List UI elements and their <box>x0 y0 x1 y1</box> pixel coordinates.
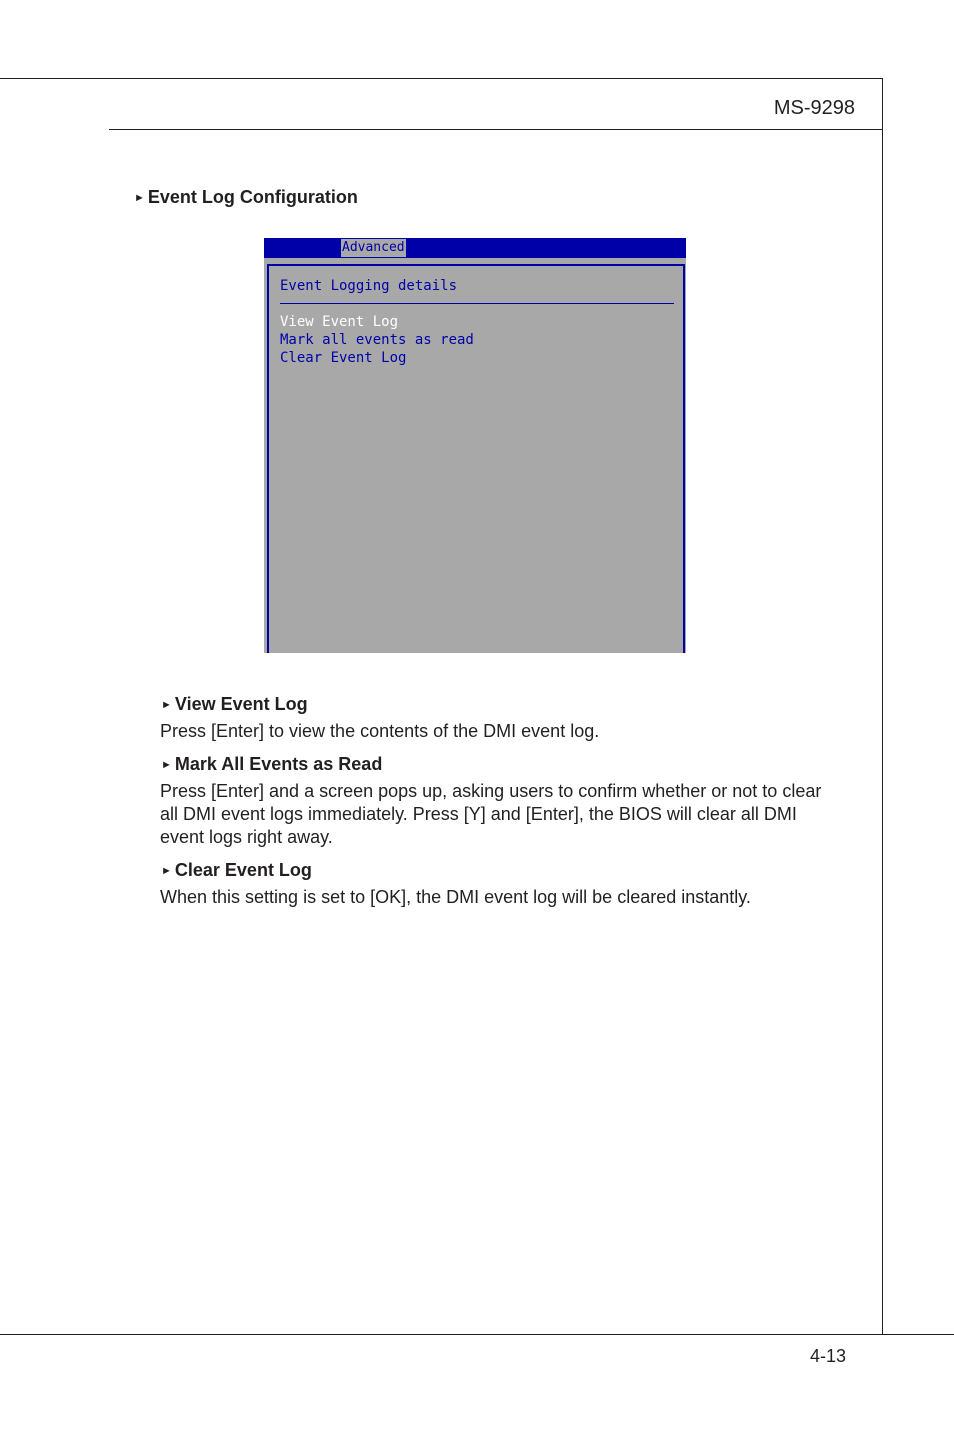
triangle-right-icon: ► <box>134 192 145 204</box>
header-rule <box>109 129 883 130</box>
model-number: MS-9298 <box>773 97 855 119</box>
item-title: Mark All Events as Read <box>174 754 383 774</box>
bios-item-mark-all-events[interactable]: Mark all events as read <box>280 332 474 348</box>
page-number: 4-13 <box>809 1346 846 1366</box>
page-top-rule <box>0 78 883 79</box>
item-description: When this setting is set to [OK], the DMI event log will be cleared instantly. <box>160 887 751 907</box>
item-description: Press [Enter] and a screen pops up, asking users to confirm whether or not to clear all DMI event logs immediately. Press [Y] and [Enter], the BIOS will clear all DMI event logs right away. <box>160 781 822 847</box>
bios-item-clear-event-log[interactable]: Clear Event Log <box>280 350 407 366</box>
bios-item-view-event-log[interactable]: View Event Log <box>280 314 399 330</box>
bios-panel <box>267 264 685 653</box>
item-title: View Event Log <box>174 694 308 714</box>
item-heading-mark-all-events <box>161 753 382 776</box>
bios-screenshot <box>264 238 686 653</box>
triangle-right-icon: ► <box>161 759 172 771</box>
bios-panel-title: Event Logging details <box>280 278 458 294</box>
item-heading-clear-event-log <box>161 859 312 882</box>
bios-menu-bar <box>264 238 686 258</box>
triangle-right-icon: ► <box>161 865 172 877</box>
page-right-rule <box>882 78 883 1335</box>
item-title: Clear Event Log <box>174 860 312 880</box>
page-bottom-rule <box>0 1334 954 1335</box>
item-description: Press [Enter] to view the contents of the DMI event log. <box>160 721 600 741</box>
item-heading-view-event-log <box>161 693 308 716</box>
bios-tab-advanced[interactable]: Advanced <box>342 240 405 255</box>
section-title: Event Log Configuration <box>147 187 358 207</box>
triangle-right-icon: ► <box>161 699 172 711</box>
section-heading <box>134 186 358 209</box>
bios-divider <box>280 303 674 304</box>
